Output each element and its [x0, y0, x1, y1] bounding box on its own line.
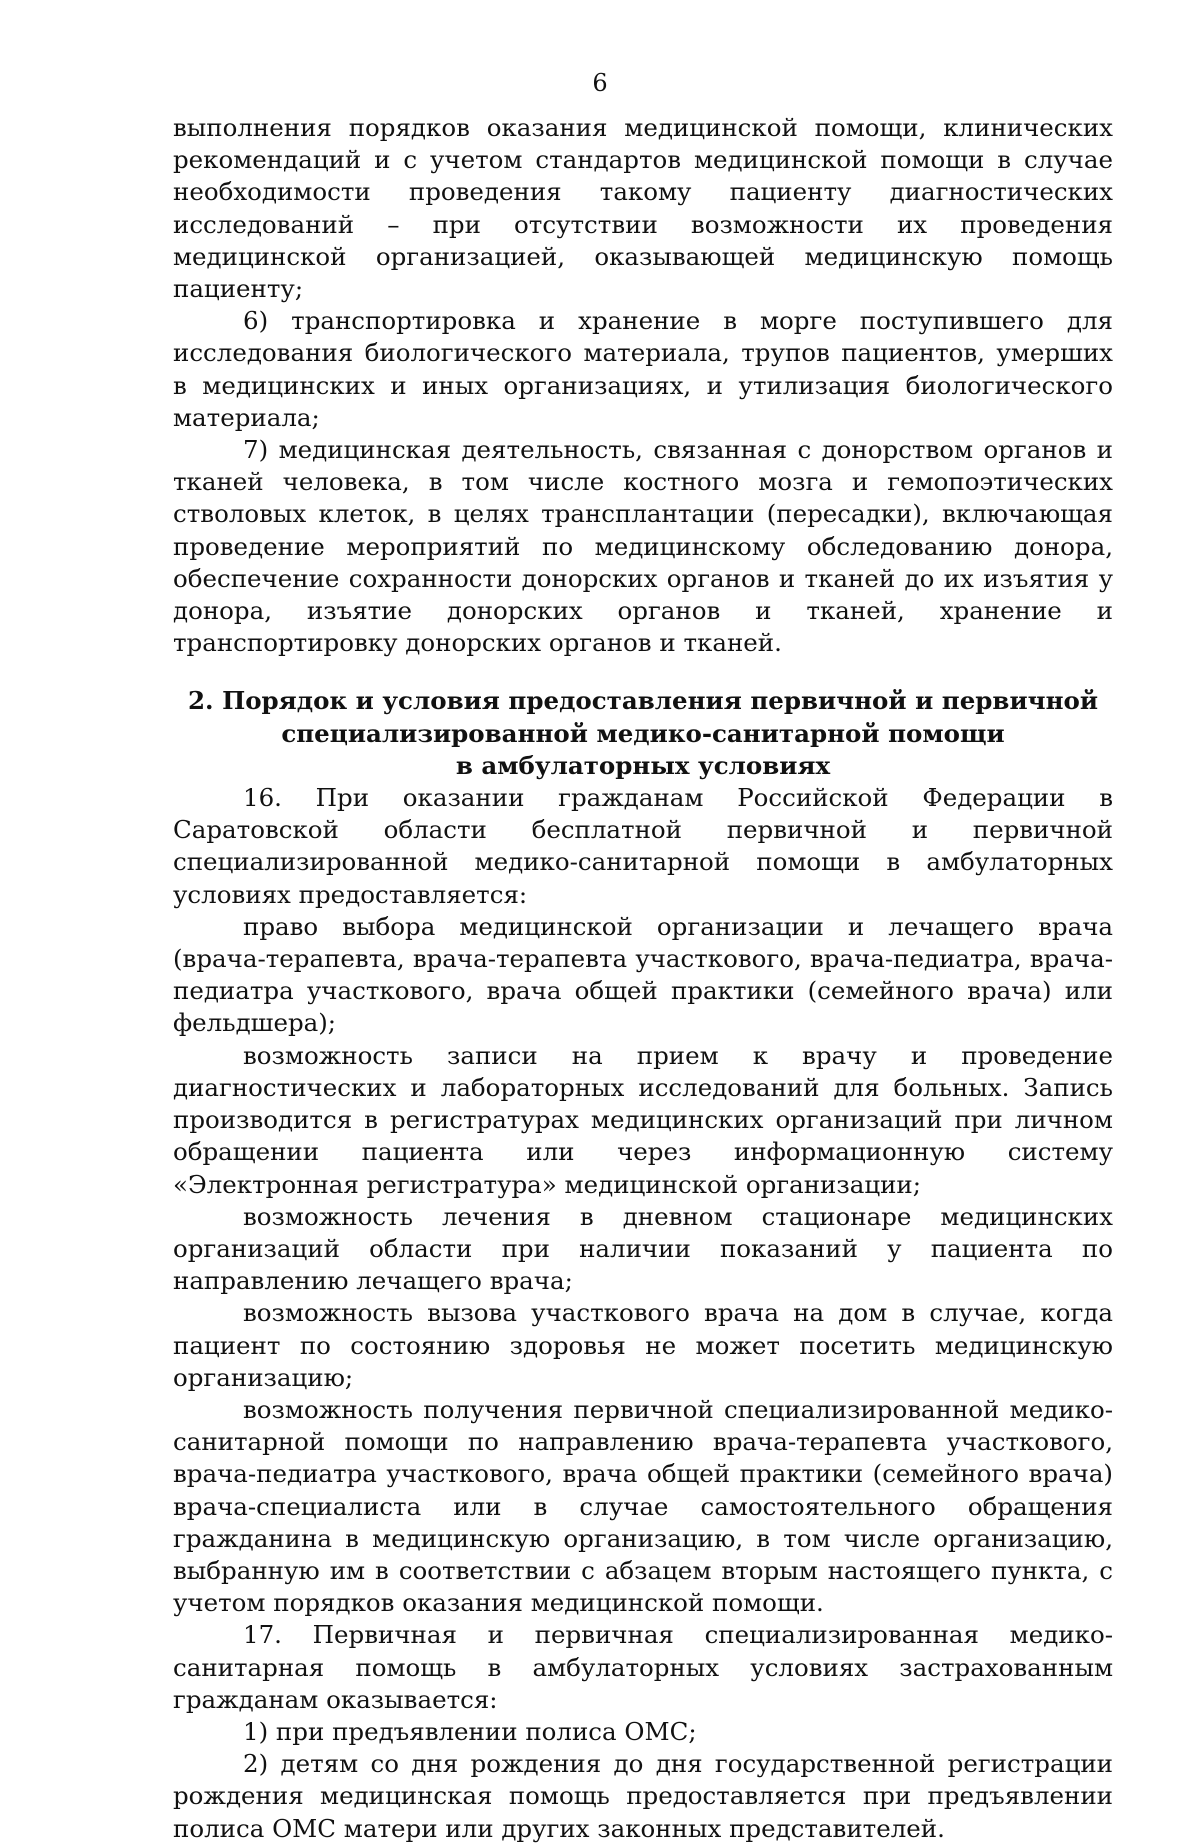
page-number: 6	[592, 69, 608, 97]
paragraph-17-item-2: 2) детям со дня рождения до дня государственной регистрации рождения медицинская помощь предоставляется при предъявлении полиса ОМС матери или других законных представителей.	[173, 1749, 1113, 1843]
paragraph-item-6: 6) транспортировка и хранение в морге поступившего для исследования биологического материала, трупов пациентов, умерших в медицинских и иных организациях, и утилизация биологического материала;	[173, 306, 1113, 432]
section-heading-line-1: 2. Порядок и условия предоставления первичной и первичной	[187, 686, 1099, 716]
paragraph-specialized-care: возможность получения первичной специализированной медико-санитарной помощи по направлению врача-терапевта участкового, врача-педиатра участкового, врача общей практики (семейного врача) врача-специалиста или в случае самостоятельного обращения гражданина в медицинскую организацию, в том числе организацию, выбранную им в соответствии с абзацем вторым настоящего пункта, с учетом порядков оказания медицинской помощи.	[173, 1394, 1113, 1618]
document-body	[173, 112, 1113, 1845]
section-heading-line-3: в амбулаторных условиях	[455, 750, 831, 780]
paragraph-day-hospital: возможность лечения в дневном стационаре медицинских организаций области при наличии показаний у пациента по направлению лечащего врача;	[173, 1201, 1113, 1296]
section-heading-line-2: специализированной медико-санитарной помощи	[281, 718, 1005, 748]
paragraph-home-visit: возможность вызова участкового врача на дом в случае, когда пациент по состоянию здоровья не может посетить медицинскую организацию;	[173, 1298, 1113, 1392]
paragraph-17: 17. Первичная и первичная специализированная медико-санитарная помощь в амбулаторных условиях застрахованным гражданам оказывается:	[173, 1620, 1113, 1714]
paragraph-item-7: 7) медицинская деятельность, связанная с донорством органов и тканей человека, в том числе костного мозга и гемопоэтических стволовых клеток, в целях трансплантации (пересадки), включающая проведение мероприятий по медицинскому обследованию донора, обеспечение сохранности донорских органов и тканей до их изъятия у донора, изъятие донорских органов и тканей, хранение и транспортировку донорских органов и тканей.	[173, 435, 1113, 658]
paragraph-appointment: возможность записи на прием к врачу и проведение диагностических и лабораторных исследований для больных. Запись производится в регистратурах медицинских организаций при личном обращении пациента или через информационную систему «Электронная регистратура» медицинской организации;	[173, 1040, 1113, 1199]
section-heading	[173, 685, 1113, 782]
paragraph-16: 16. При оказании гражданам Российской Федерации в Саратовской области бесплатной первичной и первичной специализированной медико-санитарной помощи в амбулаторных условиях предоставляется:	[173, 783, 1113, 909]
paragraph-continuation: выполнения порядков оказания медицинской помощи, клинических рекомендаций и с учетом стандартов медицинской помощи в случае необходимости проведения такому пациенту диагностических исследований – при отсутствии возможности их проведения медицинской организацией, оказывающей медицинскую помощь пациенту;	[173, 113, 1113, 304]
paragraph-right-of-choice: право выбора медицинской организации и лечащего врача (врача-терапевта, врача-терапевта участкового, врача-педиатра, врача-педиатра участкового, врача общей практики (семейного врача) или фельдшера);	[173, 911, 1113, 1038]
paragraph-17-item-1: 1) при предъявлении полиса ОМС;	[243, 1716, 697, 1746]
